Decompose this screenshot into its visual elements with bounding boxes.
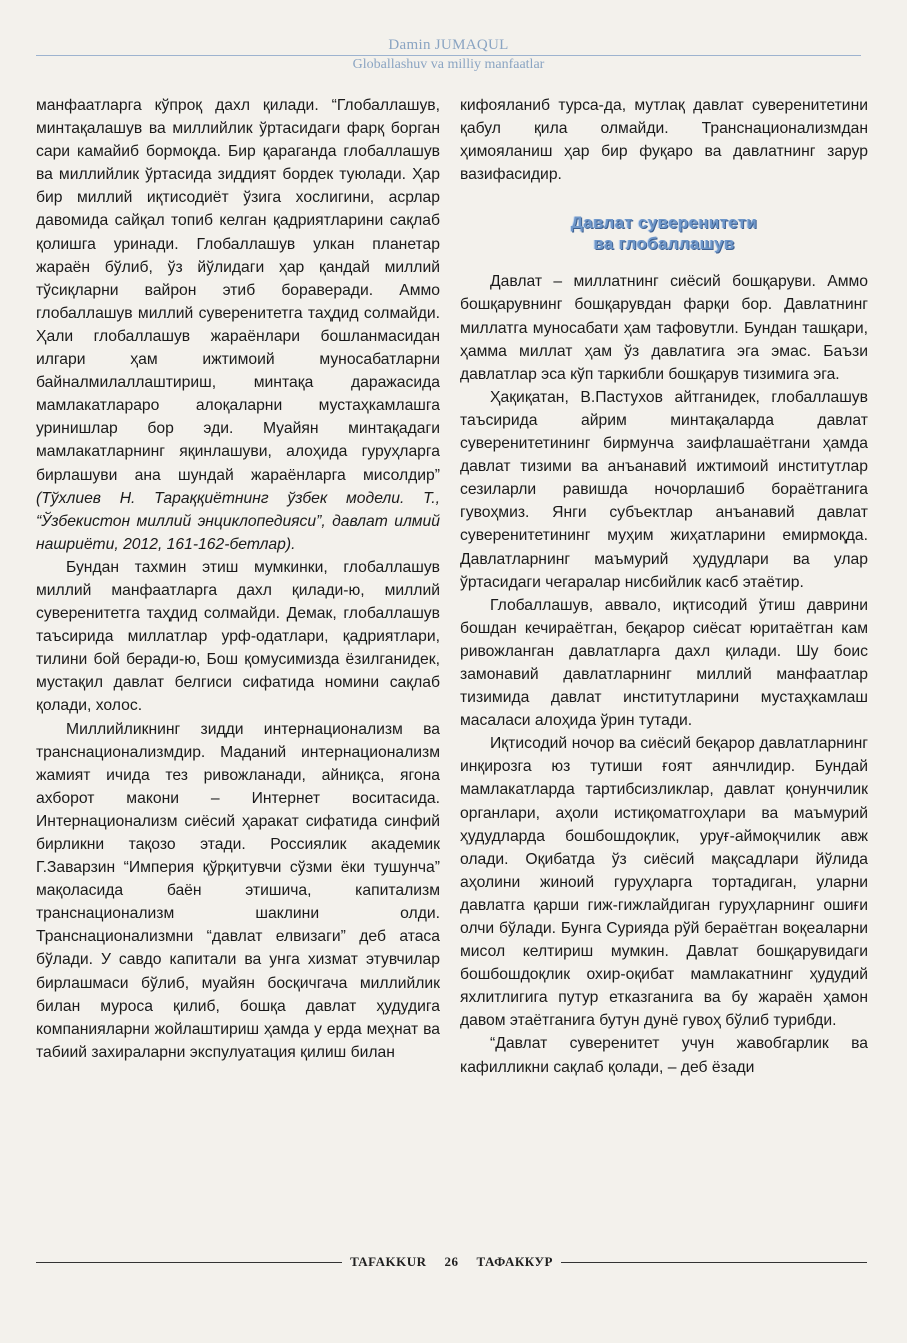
right-paragraph-3: Глобаллашув, аввало, иқтисодий ўтиш даврини бошдан кечираётган, беқарор сиёсат юритаётган кам ривожланган давлатларга дахл қилади. Шу боис замонавий давлатларнинг миллий манфаатлар тизимида давлат институтларини мустаҳкамлаш масаласи алоҳида ўрин тутади. xyxy=(460,596,868,730)
footer-rule-right xyxy=(561,1262,867,1263)
footer-center xyxy=(342,1254,561,1270)
left-paragraph-2: Бундан тахмин этиш мумкинки, глобаллашув миллий манфаатларга дахл қилади-ю, миллий суверенитетга таҳдид солмайди. Демак, глобаллашув таъсирида миллатлар урф-одатлари, қадриятлари, тилини бой беради-ю, Бош қомусимизда ёзилганидек, мустақил давлат белгиси сифатида номини сақлаб қолади, холос. xyxy=(36,558,440,715)
section-heading-line-1: Давлат суверенитети xyxy=(570,213,758,233)
left-paragraph-3: Миллийликнинг зидди интернационализм ва транснационализмдир. Маданий интернационализм жамият ичида тез ривожланади, айниқса, ягона ахборот макони – Интернет воситасида. Интернационализм сиёсий ҳаракат сифатида синфий бирликни тақозо этади. Россиялик академик Г.Заварзин “Империя қўрқитувчи сўзми ёки тушунча” мақоласида баён этишича, капитализм транснационализм шаклини олди. Транснационализмни “давлат елвизаги” деб атаса бўлади. У савдо капитали ва унга хизмат этувчилар бирлашмаси бўлиб, муайян босқичгача миллийлик билан муроса қилиб, бошқа давлат ҳудудига компанияларни жойлаштириш ҳамда у ерда меҳнат ва табиий захираларни экспулуатация қилиш билан xyxy=(36,720,440,1061)
right-paragraph-4: Иқтисодий ночор ва сиёсий беқарор давлатларнинг инқирозга юз тутиши ғоят аянчлидир. Бундай мамлакатларда тартибсизликлар, давлат қонунчилик органлари, аҳоли истиқоматгоҳлари ва маъмурий ҳудудларда бошбошдоқлик, уруғ-аймоқчилик авж олади. Оқибатда ўз сиёсий мақсадлари йўлида аҳолини жиноий гуруҳларга тортадиган, уларни давлатга қарши гиж-гижлайдиган гуруҳларнинг ошиғи олчи бўлади. Бунга Сурияда рўй бераётган воқеаларни мисол келтириш мумкин. Давлат бошқарувидаги бошбошдоқлик охир-оқибат мамлакатнинг ҳудудий яхлитлигига путур етказганига ва бу жараён ҳамон давом этаётганига бутун дунё гувоҳ бўлиб турибди. xyxy=(460,735,868,1030)
header-rule xyxy=(36,55,861,56)
running-header xyxy=(36,36,861,76)
section-heading xyxy=(460,212,868,254)
right-paragraph-2: Ҳақиқатан, В.Пастухов айтганидек, глобаллашув таъсирида айрим минтақаларда давлат суверенитетининг бирмунча заифлашаётгани ҳамда давлат тизими ва анъанавий ижтимоий институтлар сезиларли равишда ночорлашиб бораётганига гувоҳмиз. Янги субъектлар анъанавий давлат суверенитетининг муҳим жиҳатларини емирмоқда. Давлатларнинг маъмурий ҳудудлари ва улар ўртасидаги чегаралар нисбийлик касб этаётир. xyxy=(460,388,868,591)
footer-magazine-cyrillic: ТАФАККУР xyxy=(476,1254,553,1269)
page-number: 26 xyxy=(444,1254,459,1269)
header-article-title: Globallashuv va milliy manfaatlar xyxy=(352,57,545,72)
left-column xyxy=(36,94,440,1064)
right-paragraph-5: “Давлат суверенитет учун жавобгарлик ва кафилликни сақлаб қолади, – деб ёзади xyxy=(460,1035,868,1076)
page-footer xyxy=(36,1252,867,1272)
footer-magazine-latin: TAFAKKUR xyxy=(350,1254,427,1269)
right-paragraph-1: Давлат – миллатнинг сиёсий бошқаруви. Аммо бошқарувнинг бошқарувдан фарқи бор. Давлатнинг миллатга муносабати ҳам тафовутли. Бундан ташқари, ҳамма миллат ҳам ўз давлатига эга эмас. Баъзи давлатлар эса кўп таркибли бошқарув тизимига эга. xyxy=(460,273,868,383)
footer-rule-left xyxy=(36,1262,342,1263)
left-paragraph-1-text: манфаатларга кўпроқ дахл қилади. “Глобаллашув, минтақалашув ва миллийлик ўртасидаги фарқ борган сари камайиб бормоқда. Бир қараганда глобаллашув ва миллийлик ўртасида зиддият бордек туюлади. Ҳар бир миллий иқтисодиёт ўзига хослигини, асрлар давомида сайқал топиб келган қадриятларини сақлаб қолишга уринади. Глобаллашув улкан планетар жараён бўлиб, ўз йўлидаги ҳар қандай миллий тўсиқларни вайрон этиб бораверади. Аммо глобаллашув миллий суверенитетга таҳдид солмайди. Ҳали глобаллашув жараёнлари бошланмасидан илгари ҳам ижтимоий муносабатларни байналмилаллаштириш, минтақа даражасида мамлакатлараро алоқаларни мустаҳкамлашга уринишлар бор эди. Муайян минтақадаги мамлакатларнинг яқинлашуви, алоҳида гуруҳларга бирлашуви ана шундай жараёнларга мисолдир” xyxy=(36,97,440,484)
section-heading-line-2: ва глобаллашув xyxy=(593,234,735,254)
right-paragraph-0: кифояланиб турса-да, мутлақ давлат суверенитетини қабул қила олмайди. Транснационализмдан ҳимояланиш ҳар бир фуқаро ва давлатнинг зарур вазифасидир. xyxy=(460,97,868,184)
citation: (Тўхлиев Н. Тараққиётнинг ўзбек модели. Т., “Ўзбекистон миллий энциклопедияси”, давлат илмий нашриёти, 2012, 161-162-бетлар). xyxy=(36,489,440,553)
right-column xyxy=(460,94,868,1079)
header-author: Damin JUMAQUL xyxy=(388,37,509,53)
left-paragraph-1 xyxy=(36,94,440,556)
